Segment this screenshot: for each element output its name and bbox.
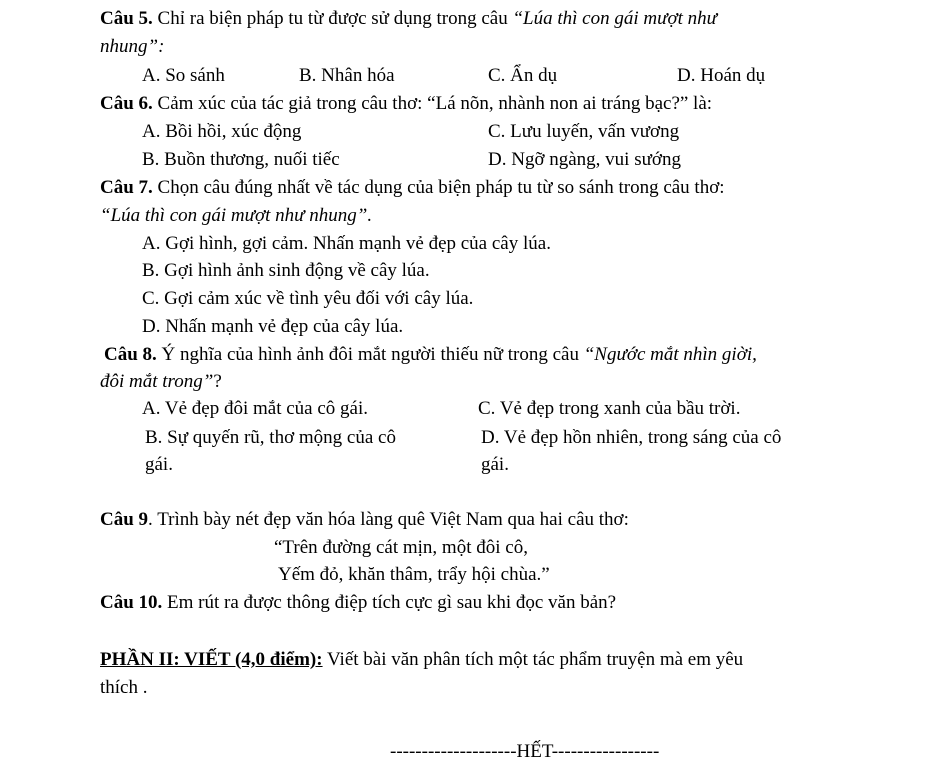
question-10-prompt: Câu 10. Em rút ra được thông điệp tích cực gì sau khi đọc văn bản? [100,592,617,613]
question-9-verse-2: Yếm đỏ, khăn thâm, trẩy hội chùa.” [278,564,550,585]
q5-option-c: C. Ẩn dụ [488,65,558,86]
q8-option-b: B. Sự quyến rũ, thơ mộng của cô [145,427,396,448]
question-10-label: Câu 10. [100,592,163,613]
question-6-label: Câu 6. [100,93,153,114]
q5-option-d: D. Hoán dụ [677,65,766,86]
question-8-prompt: Câu 8. Ý nghĩa của hình ảnh đôi mắt người thiếu nữ trong câu “Ngước mắt nhìn giời, [104,344,757,365]
question-9-verse-1: “Trên đường cát mịn, một đôi cô, [274,537,528,558]
part-2-prompt-cont: thích . [100,677,148,698]
part-2-prompt: PHẦN II: VIẾT (4,0 điểm): Viết bài văn phân tích một tác phẩm truyện mà em yêu [100,649,744,670]
q5-option-b: B. Nhân hóa [299,65,395,86]
q7-option-d: D. Nhấn mạnh vẻ đẹp của cây lúa. [142,316,404,337]
question-7-quote: “Lúa thì con gái mượt như nhung”. [100,205,373,226]
q6-option-c: C. Lưu luyến, vấn vương [488,121,680,142]
q8-option-d: D. Vẻ đẹp hồn nhiên, trong sáng của cô [481,427,782,448]
q5-option-a: A. So sánh [142,65,225,86]
question-7-prompt: Câu 7. Chọn câu đúng nhất về tác dụng của biện pháp tu từ so sánh trong câu thơ: [100,177,725,198]
q8-option-b-cont: gái. [145,454,173,475]
q6-option-a: A. Bồi hồi, xúc động [142,121,302,142]
q7-option-b: B. Gợi hình ảnh sinh động về cây lúa. [142,260,430,281]
question-5-label: Câu 5. [100,8,153,29]
q8-option-c: C. Vẻ đẹp trong xanh của bầu trời. [478,398,741,419]
question-9-label: Câu 9 [100,509,149,530]
question-9-prompt: Câu 9. Trình bày nét đẹp văn hóa làng quê Việt Nam qua hai câu thơ: [100,509,629,530]
q7-option-a: A. Gợi hình, gợi cảm. Nhấn mạnh vẻ đẹp của cây lúa. [142,233,551,254]
q6-option-b: B. Buồn thương, nuối tiếc [142,149,340,170]
question-7-label: Câu 7. [100,177,153,198]
question-8-prompt-cont: đôi mắt trong”? [100,371,222,392]
q7-option-c: C. Gợi cảm xúc về tình yêu đối với cây lúa. [142,288,474,309]
question-6-prompt: Câu 6. Cảm xúc của tác giả trong câu thơ: “Lá nõn, nhành non ai tráng bạc?” là: [100,93,713,114]
question-5-prompt: Câu 5. Chỉ ra biện pháp tu từ được sử dụng trong câu “Lúa thì con gái mượt như [100,8,717,29]
q6-option-d: D. Ngỡ ngàng, vui sướng [488,149,681,170]
question-8-label: Câu 8. [104,344,157,365]
part-2-heading: PHẦN II: VIẾT (4,0 điểm): [100,649,323,670]
question-5-prompt-cont: nhung”: [100,36,165,57]
q8-option-d-cont: gái. [481,454,509,475]
q8-option-a: A. Vẻ đẹp đôi mắt của cô gái. [142,398,368,419]
end-marker: --------------------HẾT----------------- [390,741,660,762]
